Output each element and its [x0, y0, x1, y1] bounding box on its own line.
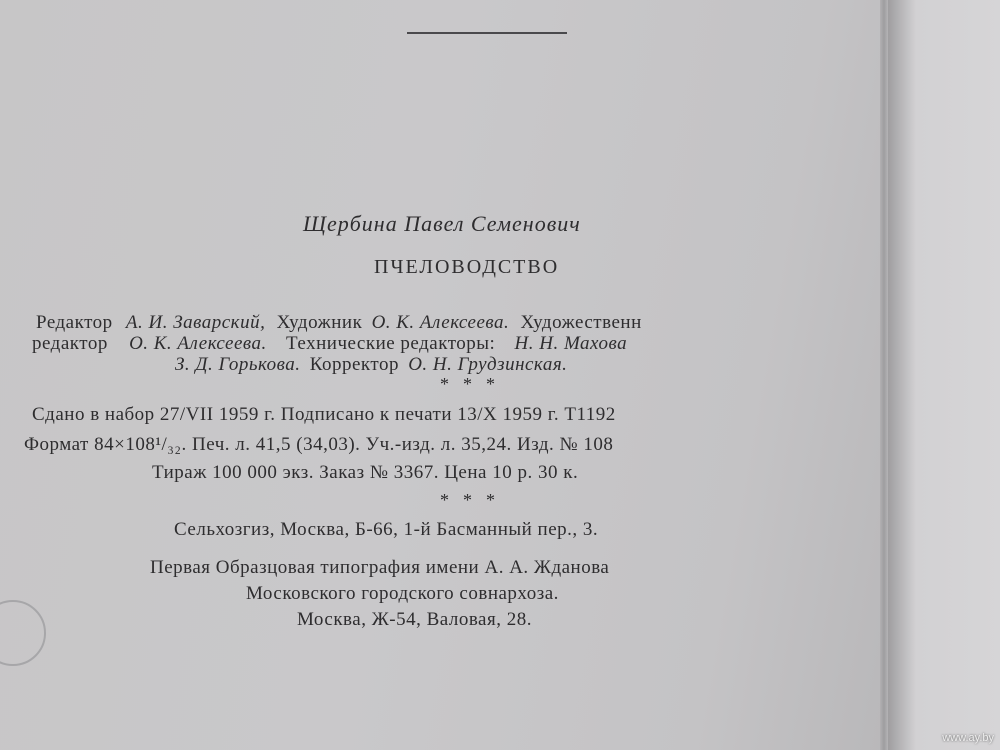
credit-name-corrector: О. Н. Грудзинская. [408, 354, 568, 375]
top-rule [407, 32, 567, 34]
credit-role-art: Художественн [520, 312, 642, 333]
credit-name-tech: Н. Н. Махова [514, 333, 628, 354]
credit-name-tech-2: З. Д. Горькова. [175, 354, 301, 375]
separator-stars-2: *** [440, 490, 509, 510]
credit-role-editor: Редактор [36, 312, 113, 333]
print-details-1: Сдано в набор 27/VII 1959 г. Подписано к печати 13/X 1959 г. Т1192 [32, 404, 616, 425]
author-name: Щербина Павел Семенович [303, 211, 581, 236]
credit-name-art-editor: О. К. Алексеева. [129, 333, 267, 354]
credit-role-art-editor: редактор [32, 333, 108, 354]
publisher-address: Сельхозгиз, Москва, Б-66, 1-й Басманный пер., 3. [174, 519, 599, 540]
watermark: www.ay.by [942, 732, 994, 744]
credits-line-1 [36, 312, 642, 334]
adjacent-page [888, 0, 1000, 750]
credit-role-artist: Художник [276, 312, 363, 333]
credit-role-tech: Технические редакторы: [286, 333, 496, 354]
printer-line-2: Московского городского совнархоза. [246, 583, 559, 604]
credits-line-2 [32, 333, 627, 355]
printer-line-1: Первая Образцовая типография имени А. А. Жданова [150, 557, 610, 578]
credits-line-3 [175, 354, 567, 376]
book-title: ПЧЕЛОВОДСТВО [374, 256, 560, 278]
print-details-3: Тираж 100 000 экз. Заказ № 3367. Цена 10 р. 30 к. [152, 462, 579, 483]
printer-line-3: Москва, Ж-54, Валовая, 28. [297, 609, 532, 630]
credit-name-artist: О. К. Алексеева. [371, 312, 510, 333]
page-edge [880, 0, 888, 750]
credit-name-editor: А. И. Заварский, [125, 312, 266, 333]
print-details-2: Формат 84×108¹/₃₂. Печ. л. 41,5 (34,03). Уч.-изд. л. 35,24. Изд. № 108 [24, 434, 614, 455]
credit-role-corrector: Корректор [309, 354, 399, 375]
separator-stars: *** [440, 374, 509, 394]
